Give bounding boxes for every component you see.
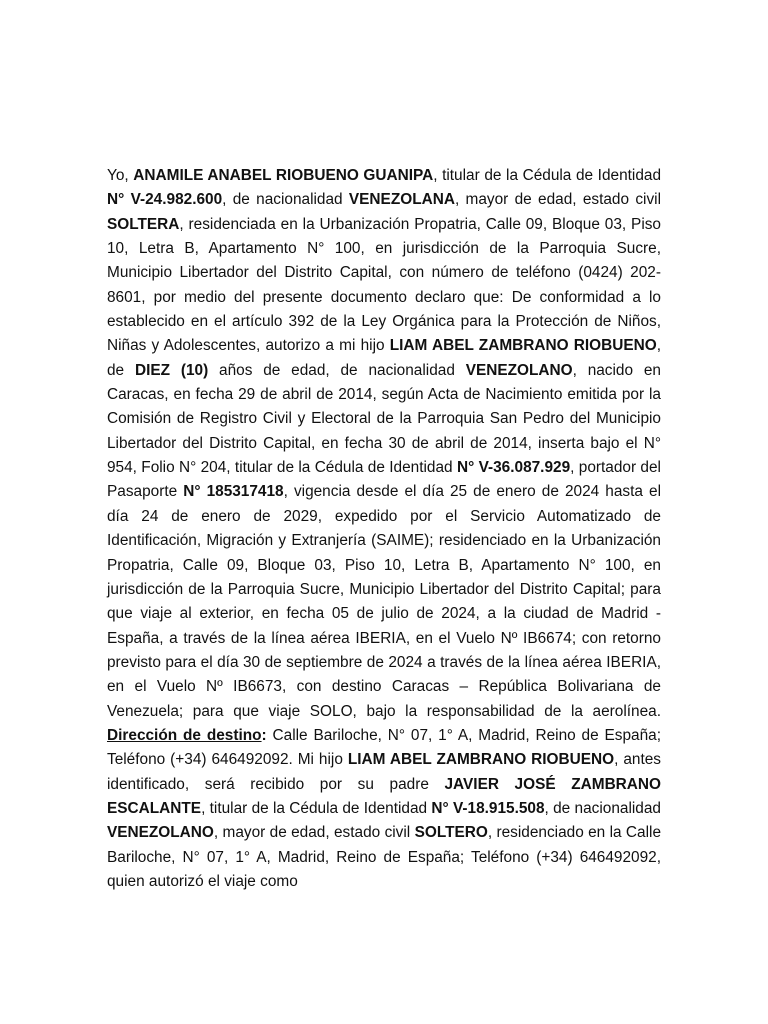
text-segment: , nacido en Caracas, en fecha 29 de abril de 2014, según Acta de Nacimiento emitida por la Comisión de Registro Civil y Electoral de la Parroquia San Pedro del Municipio Libertador del Distrito Capital, en fecha 30 de abril de 2014, inserta bajo el N° 954, Folio N° 204, titular de la Cédula de Identidad [107, 361, 661, 477]
text-segment: Calle Bariloche, N° 07, 1° A, Madrid, Reino de España; Teléfono (+34) 646492092. Mi hijo [107, 726, 662, 769]
bold-text-segment: DIEZ (10) [134, 361, 209, 379]
body-paragraph [107, 164, 661, 894]
bold-text-segment [107, 727, 262, 744]
bold-text-segment: N° 185317418 [183, 483, 284, 501]
bold-text-segment: JAVIER JOSÉ ZAMBRANO ESCALANTE [107, 775, 661, 817]
bold-text-segment: VENEZOLANO [107, 824, 214, 842]
text-segment: , de nacionalidad [544, 799, 661, 817]
bold-text-segment: ANAMILE ANABEL RIOBUENO GUANIPA [133, 167, 434, 184]
text-segment: , de nacionalidad [222, 191, 349, 209]
bold-text-segment: N° V-36.087.929 [456, 459, 571, 477]
underlined-text: Dirección de destino [107, 726, 262, 744]
text-segment: Yo, [107, 167, 134, 184]
bold-text-segment: N° V-18.915.508 [431, 799, 545, 817]
text-segment: , antes identificado, será recibido por su padre [107, 751, 661, 793]
text-segment: , titular de la Cédula de Identidad [201, 799, 432, 817]
text-segment: , vigencia desde el día 25 de enero de 2024 hasta el día 24 de enero de 2029, expedido por el Servicio Automatizado de Identificación, Migración y Extranjería (SAIME); residenciado en la Urbanización Propatria, Calle 09, Bloque 03, Piso 10, Letra B, Apartamento N° 100, en jurisdicción de la Parroquia Sucre, Municipio Libertador del Distrito Capital; para que viaje al exterior, en fecha 05 de julio de 2024, a la ciudad de Madrid - España, a través de la línea aérea IBERIA, en el Vuelo Nº IB6674; con retorno previsto para el día 30 de septiembre de 2024 a través de la línea aérea IBERIA, en el Vuelo Nº IB6673, con destino Caracas – República Bolivariana de Venezuela; para que viaje SOLO, bajo la responsabilidad de la aerolínea. [107, 483, 661, 720]
bold-text-segment: VENEZOLANO [465, 361, 573, 379]
bold-text-segment: : [261, 726, 267, 744]
text-segment: , mayor de edad, estado civil [213, 824, 415, 842]
text-segment: , residenciado en la Calle Bariloche, N° 07, 1° A, Madrid, Reino de España; Teléfono (+34) 646492092, quien autorizó el viaje como [107, 824, 662, 890]
text-segment: , titular de la Cédula de Identidad [433, 167, 661, 184]
text-segment: años de edad, de nacionalidad [208, 361, 466, 379]
text-segment: , de [107, 337, 661, 379]
bold-text-segment: LIAM ABEL ZAMBRANO RIOBUENO [347, 751, 615, 769]
bold-text-segment: SOLTERO [414, 824, 488, 842]
bold-text-segment: SOLTERA [107, 215, 180, 233]
bold-text-segment: VENEZOLANA [348, 191, 455, 209]
text-segment: , residenciada en la Urbanización Propatria, Calle 09, Bloque 03, Piso 10, Letra B, Apartamento N° 100, en jurisdicción de la Parroquia Sucre, Municipio Libertador del Distrito Capital, con número de teléfono (0424) 202-8601, por medio del presente documento declaro que: De conformidad a lo establecido en el artículo 392 de la Ley Orgánica para la Protección de Niños, Niñas y Adolescentes, autorizo a mi hijo [107, 215, 661, 355]
text-segment: , portador del Pasaporte [107, 459, 661, 501]
bold-text-segment: LIAM ABEL ZAMBRANO RIOBUENO [389, 337, 657, 355]
text-segment: , mayor de edad, estado civil [454, 191, 661, 209]
bold-text-segment: N° V-24.982.600 [107, 191, 223, 209]
